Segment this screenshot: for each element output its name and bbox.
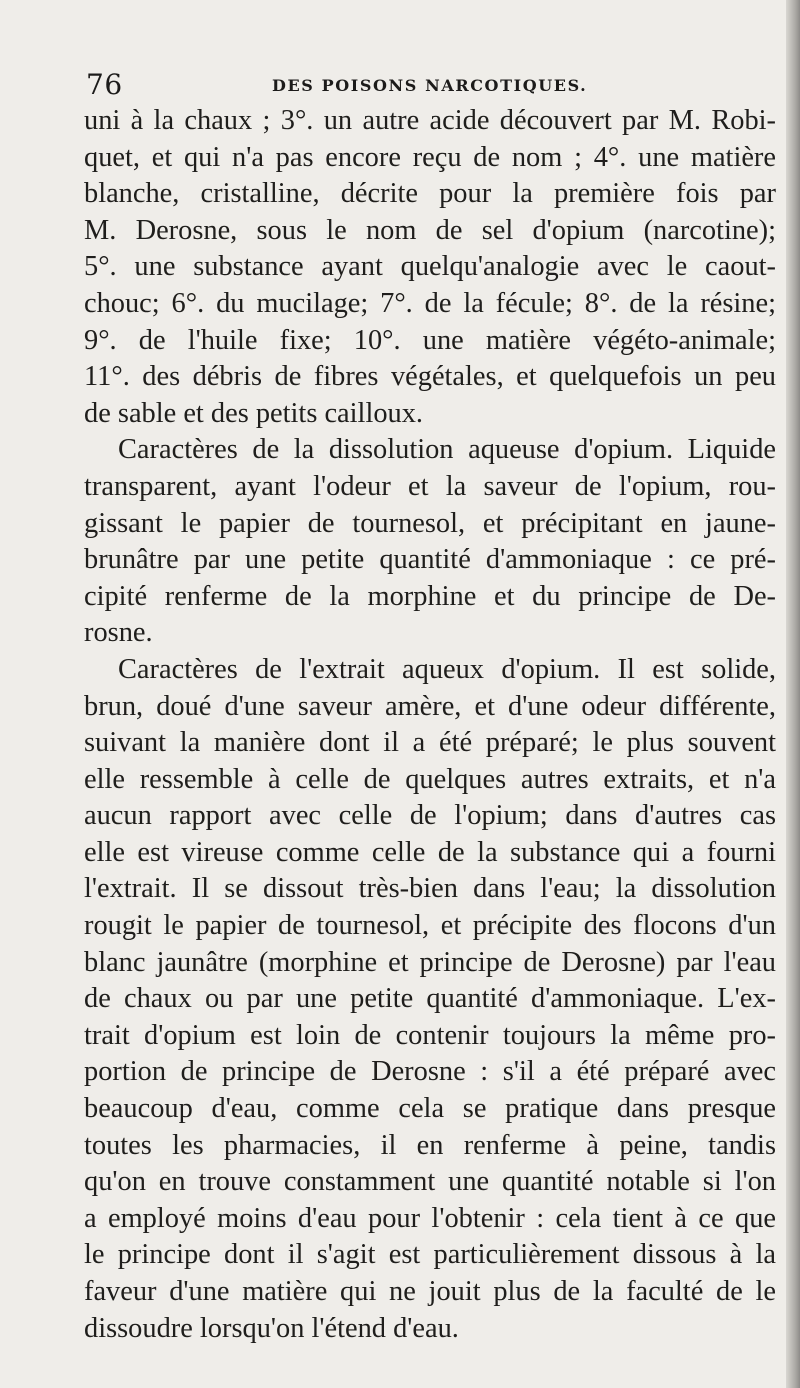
section-heading-line: Caractères de l'extrait aqueux d'opium. Il est solide,	[118, 653, 776, 685]
body-text	[84, 103, 776, 1347]
text-line: l'extrait. Il se dissout très-bien dans l'eau; la dissolution	[84, 873, 776, 905]
text-line: brun, doué d'une saveur amère, et d'une odeur différente,	[84, 690, 776, 722]
text-line: 11°. des débris de fibres végétales, et quelquefois un peu	[84, 361, 776, 393]
text-line: cipité renferme de la morphine et du principe de De-	[84, 580, 776, 612]
text-line: aucun rapport avec celle de l'opium; dans d'autres cas	[84, 800, 776, 832]
text-line: le principe dont il s'agit est particulièrement dissous à la	[84, 1239, 776, 1271]
text-line: uni à la chaux ; 3°. un autre acide découvert par M. Robi-	[84, 105, 776, 136]
page-header	[86, 66, 766, 106]
text-line: brunâtre par une petite quantité d'ammoniaque : ce pré-	[84, 544, 776, 576]
text-line: suivant la manière dont il a été préparé; le plus souvent	[84, 727, 776, 759]
text-line: gissant le papier de tournesol, et précipitant en jaune-	[84, 507, 776, 539]
page-number: 76	[86, 68, 123, 101]
text-line: dissoudre lorsqu'on l'étend d'eau.	[84, 1312, 459, 1344]
text-line: elle est vireuse comme celle de la substance qui a fourni	[84, 836, 776, 868]
text-line: rougit le papier de tournesol, et précipite des flocons d'un	[84, 910, 776, 942]
text-line: blanc jaunâtre (morphine et principe de Derosne) par l'eau	[84, 946, 776, 978]
text-line: rosne.	[84, 617, 153, 649]
page-gutter-shadow	[786, 0, 800, 1388]
text-line: a employé moins d'eau pour l'obtenir : cela tient à ce que	[84, 1202, 776, 1234]
running-head: DES POISONS NARCOTIQUES.	[272, 76, 588, 95]
text-line: elle ressemble à celle de quelques autres extraits, et n'a	[84, 763, 776, 795]
text-line: de chaux ou par une petite quantité d'ammoniaque. L'ex-	[84, 983, 776, 1015]
text-line: transparent, ayant l'odeur et la saveur de l'opium, rou-	[84, 470, 776, 502]
section-heading-line: Caractères de la dissolution aqueuse d'opium. Liquide	[118, 434, 776, 466]
text-line: portion de principe de Derosne : s'il a été préparé avec	[84, 1056, 776, 1088]
text-line: faveur d'une matière qui ne jouit plus de la faculté de le	[84, 1276, 776, 1307]
text-line: 9°. de l'huile fixe; 10°. une matière végéto-animale;	[84, 324, 776, 356]
text-line: de sable et des petits cailloux.	[84, 397, 424, 429]
text-line: chouc; 6°. du mucilage; 7°. de la fécule; 8°. de la résine;	[84, 287, 776, 319]
text-line: toutes les pharmacies, il en renferme à peine, tandis	[84, 1129, 776, 1161]
text-line: beaucoup d'eau, comme cela se pratique dans presque	[84, 1093, 776, 1125]
text-line: 5°. une substance ayant quelqu'analogie avec le caout-	[84, 251, 776, 283]
text-line: quet, et qui n'a pas encore reçu de nom ; 4°. une matière	[84, 141, 776, 173]
text-line: trait d'opium est loin de contenir toujours la même pro-	[84, 1019, 776, 1051]
text-line: qu'on en trouve constamment une quantité notable si l'on	[84, 1166, 776, 1198]
text-line: blanche, cristalline, décrite pour la première fois par	[84, 178, 776, 210]
text-line: M. Derosne, sous le nom de sel d'opium (narcotine);	[84, 214, 776, 246]
